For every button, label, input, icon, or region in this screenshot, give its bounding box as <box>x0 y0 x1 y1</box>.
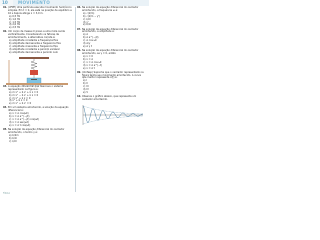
option: b) x = A e^(−γt) <box>9 115 30 119</box>
option: e) x = A t <box>83 66 95 70</box>
option: b) m x'' − b x' + k x = 0 <box>9 93 39 97</box>
option: c) A cos ωt <box>83 39 97 43</box>
option: b) b/m <box>9 136 18 140</box>
option: e) A γ t <box>83 44 92 48</box>
left-column <box>3 7 72 145</box>
question-text: Em um sistema amortecido, a solução da equação diferencial é: <box>8 106 69 113</box>
option: d) γ² <box>83 20 89 24</box>
option: a) 0,5 Hz <box>9 14 21 18</box>
option: a) √(k/m) <box>83 11 95 15</box>
question-3 <box>3 86 72 106</box>
question-1 <box>3 7 72 30</box>
question-4 <box>3 107 72 127</box>
option: d) x'' + b x = 0 <box>9 99 28 103</box>
option: c) amplitude crescente e frequência fixa <box>9 44 58 48</box>
option: d) amplitude constante e período variável <box>9 47 60 51</box>
option: c) k/m <box>83 17 91 21</box>
question-number: 08. <box>77 49 82 53</box>
damper-piston <box>31 79 37 80</box>
question-text: Na solução da equação diferencial do oscilador amortecido, se γ = 0, então: <box>82 49 139 55</box>
question-text: Um corpo de massa m preso a uma mola oscila verticalmente. Considerando os fatores de amortecimento, a alternativa correta é: <box>8 30 65 40</box>
spring <box>31 59 37 70</box>
question-5 <box>3 129 72 144</box>
question-text: Na solução da equação diferencial do oscilador amortecido, a amplitude é: <box>82 27 139 34</box>
option: d) 2,0 Hz <box>9 23 21 27</box>
question-number: 04. <box>3 106 8 110</box>
option: c) k/m <box>9 139 17 143</box>
question-text: Observe o gráfico abaixo, que representa um oscilador amortecido. <box>82 95 137 101</box>
question-8 <box>77 50 146 70</box>
question-9 <box>77 72 146 95</box>
option: c) III <box>83 85 89 89</box>
option: a) m x'' + b x' + k x = 0 <box>9 90 39 94</box>
option: b) amplitude decrescente e frequência fixa <box>9 42 61 46</box>
option: c) m x'' + k x = 0 <box>9 96 31 100</box>
option: a) x = 0 <box>83 54 93 58</box>
damped-oscillation-graph <box>77 103 146 127</box>
option: a) b/2m <box>9 133 19 137</box>
option: e) amplitude decrescente e período nulo <box>9 50 58 54</box>
question-text: Na solução da equação diferencial do oscilador amortecido, a frequência ω é: <box>82 6 139 12</box>
question-number: 07. <box>77 27 82 31</box>
option: a) x = A cos(ωt) <box>9 112 29 116</box>
ceiling-support <box>19 57 49 59</box>
question-text: A equação diferencial que descreve o sistema representado na figura é: <box>8 84 64 91</box>
chapter-title: MOVIMENTO <box>18 0 51 5</box>
base-plate <box>6 83 68 85</box>
option: a) I <box>83 79 88 83</box>
option: b) II <box>83 82 88 86</box>
page-footer: FÍSICA <box>3 192 10 195</box>
option: b) x = A <box>83 57 93 61</box>
question-6 <box>77 7 146 27</box>
option: d) x = A e^(−t) <box>83 63 103 67</box>
question-2 <box>3 31 72 54</box>
question-number: 10. <box>77 95 82 99</box>
option: e) m x'' + b x' = 0 <box>9 102 32 106</box>
chapter-number: 10 <box>2 0 8 5</box>
option: e) x = A t cos(ωt) <box>9 123 31 127</box>
question-7 <box>77 29 146 49</box>
damped-oscillation-figure <box>77 103 146 127</box>
option: c) x = A cos ωt <box>83 60 102 64</box>
damped-curve <box>83 106 143 122</box>
spring-mass-diagram <box>3 56 72 86</box>
option: b) √(k/m − γ²) <box>83 14 101 18</box>
right-column <box>77 7 146 127</box>
option: b) 1,0 Hz <box>9 17 21 21</box>
option: e) V <box>83 90 89 94</box>
option: b) A e^(−γt) <box>83 36 99 40</box>
option: a) amplitude constante e frequência fixa <box>9 39 58 43</box>
question-number: 02. <box>3 30 8 34</box>
question-number: 03. <box>3 84 8 88</box>
option: d) IV <box>83 88 89 92</box>
envelope-lower <box>83 116 143 124</box>
question-text: (UFPE) Uma partícula executa movimento harmônico simples. Em t = 0, ela está na posição de equilíbrio e 10 s depois atinge x = 3,0 m. <box>8 6 72 15</box>
option: e) b/m <box>83 23 92 27</box>
question-10 <box>77 96 146 102</box>
option: c) x = A e^(−γt) cos(ωt) <box>9 118 40 122</box>
question-number: 05. <box>3 127 8 131</box>
option: a) A <box>83 33 89 37</box>
option: d) A/γ <box>83 42 91 46</box>
question-number: 09. <box>77 70 82 74</box>
question-text: (Unifesp) Suponha que o oscilador representado na figura tenha seu movimento amortecido. A curva que melhor representa x(t) é: <box>82 70 144 80</box>
option: c) 1,5 Hz <box>9 20 21 24</box>
mass-block <box>30 70 38 75</box>
question-text: Na solução da equação diferencial do oscilador amortecido, o termo γ é: <box>8 127 65 134</box>
question-number: 06. <box>77 6 82 9</box>
option: d) x = A sen(ωt) <box>9 120 29 124</box>
spring-mass-figure <box>3 56 72 86</box>
option: e) 2,5 Hz <box>9 26 21 30</box>
question-number: 01. <box>3 6 8 9</box>
